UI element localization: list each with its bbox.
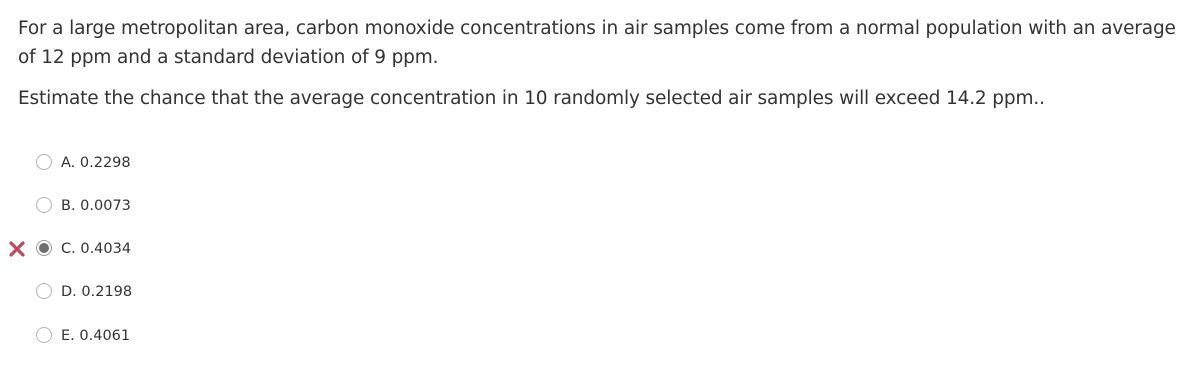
- choice-label: A. 0.2298: [61, 155, 131, 171]
- radio-button[interactable]: [36, 283, 52, 299]
- choice-e[interactable]: [0, 321, 400, 351]
- choice-a[interactable]: [0, 148, 400, 178]
- choice-label: C. 0.4034: [61, 241, 132, 257]
- choice-d[interactable]: [0, 277, 400, 307]
- radio-button-selected[interactable]: [36, 240, 52, 256]
- choice-label: E. 0.4061: [61, 328, 131, 344]
- radio-button[interactable]: [36, 327, 52, 343]
- question-paragraph-1: For a large metropolitan area, carbon monoxide concentrations in air samples come from a normal population with an average of 12 ppm and a standard deviation of 9 ppm.: [18, 18, 1176, 68]
- x-mark-icon: [8, 240, 26, 258]
- choice-label: D. 0.2198: [61, 284, 133, 300]
- choice-label: B. 0.0073: [61, 198, 131, 214]
- choice-b[interactable]: [0, 191, 400, 221]
- question-text: [18, 14, 1193, 113]
- radio-button[interactable]: [36, 197, 52, 213]
- radio-button[interactable]: [36, 154, 52, 170]
- question-paragraph-2: Estimate the chance that the average concentration in 10 randomly selected air samples will exceed 14.2 ppm..: [18, 88, 1045, 109]
- choice-c[interactable]: [0, 234, 400, 264]
